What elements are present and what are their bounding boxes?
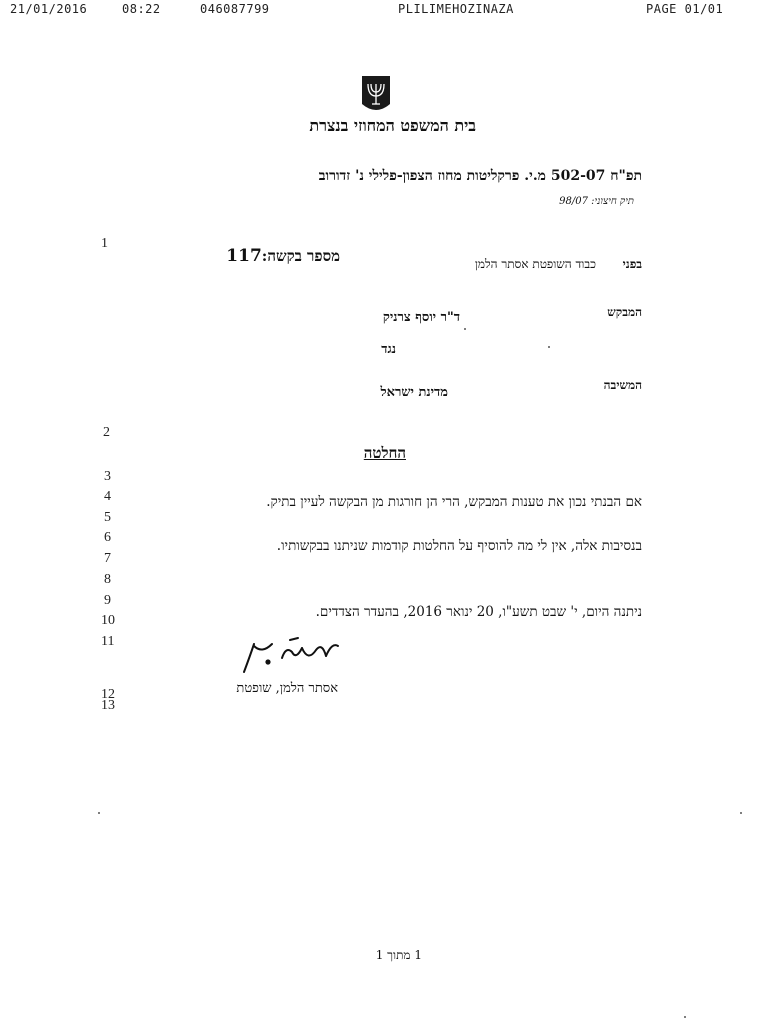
scan-speck	[740, 812, 742, 814]
line-number: 2	[103, 425, 110, 440]
line-number: 5	[104, 510, 111, 525]
respondent-label: המשיבה	[603, 378, 642, 392]
internal-ref: תיק חיצוני: 98/07	[559, 196, 634, 207]
fax-sender: PLILIMEHOZINAZA	[398, 2, 514, 16]
line-number: 3	[104, 469, 111, 484]
fax-phone: 046087799	[200, 2, 270, 16]
request-number-line	[226, 246, 340, 266]
signature-name-title: אסתר הלמן, שופטת	[236, 681, 338, 696]
decision-heading: החלטה	[363, 444, 406, 462]
line-number: 13	[101, 698, 115, 713]
fax-date: 21/01/2016	[10, 2, 88, 16]
applicant-label: המבקש	[607, 305, 642, 319]
handwritten-signature	[236, 632, 346, 678]
decision-paragraph-2: בנסיבות אלה, אין לי מה להוסיף על החלטות קודמות שניתנו בבקשותיו.	[276, 538, 642, 554]
court-name: בית המשפט המחוזי בנצרת	[309, 116, 476, 135]
fax-time: 08:22	[122, 2, 161, 16]
decision-given-date: ניתנה היום, י' שבט תשע"ו, 20 ינואר 2016, בהעדר הצדדים.	[315, 604, 642, 620]
decision-paragraph-1: אם הבנתי נכון את טענות המבקש, הרי הן חורגות מן הבקשה לעיין בתיק.	[266, 494, 642, 510]
page-footer: 1 מתוך 1	[375, 948, 422, 962]
line-number: 1	[101, 236, 108, 251]
line-number: 10	[101, 613, 115, 628]
state-emblem-icon	[358, 74, 394, 114]
request-label: מספר בקשה:	[261, 247, 340, 265]
scan-speck	[548, 346, 550, 348]
line-number: 11	[101, 634, 115, 649]
line-number: 8	[104, 572, 111, 587]
line-number: 6	[104, 530, 111, 545]
versus-label: נגד	[381, 342, 396, 357]
applicant-name: ד"ר יוסף צרניק	[382, 310, 460, 325]
line-number: 7	[104, 551, 111, 566]
scan-speck	[98, 812, 100, 814]
request-number: 117	[226, 246, 262, 266]
case-title: תפ"ח 502-07 מ.י. פרקליטות מחוז הצפון-פלילי נ' זדורוב	[318, 168, 642, 184]
line-number: 9	[104, 593, 111, 608]
line-number: 12	[101, 687, 115, 702]
before-label: בפני	[622, 257, 642, 271]
scan-speck	[464, 328, 466, 330]
respondent-name: מדינת ישראל	[380, 385, 448, 400]
judge-name: כבוד השופטת אסתר הלמן	[474, 257, 596, 271]
fax-page: PAGE 01/01	[646, 2, 724, 16]
line-number: 4	[104, 489, 111, 504]
scan-speck	[684, 1016, 686, 1018]
